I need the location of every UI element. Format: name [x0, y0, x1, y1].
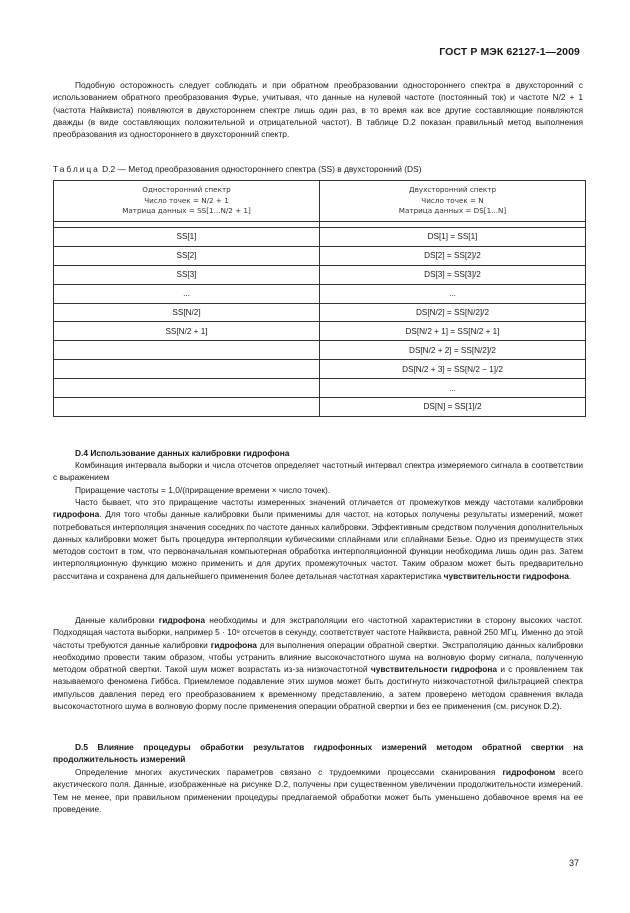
head-right-line: Двухсторонний спектр	[408, 185, 497, 195]
d4-paragraph-2	[53, 496, 583, 582]
ds-cell: ...	[320, 284, 586, 303]
ds-cell: DS[N/2 + 2] = SS[N/2]/2	[320, 341, 586, 360]
d4-p3-text: необходимы и для экстраполяции его частотной характеристики в сторону высоких частот. Подходящая частота выборки, например 5 · 10⁸ отсчетов в секунду, соответствует частоте Найквиста, равной 250 МГц. Именно до этой частоты требуются данные калибровки	[53, 615, 583, 650]
section-d5-heading	[53, 741, 583, 766]
conversion-table	[53, 180, 586, 417]
head-left-line: Матрица данных = SS[1...N/2 + 1]	[122, 206, 251, 216]
ss-cell	[54, 379, 320, 398]
table-row	[54, 322, 586, 341]
table-row	[54, 379, 586, 398]
d5-paragraph	[53, 766, 583, 815]
table-caption-label: Таблица	[53, 164, 100, 174]
ss-cell: SS[3]	[54, 265, 320, 284]
d4-p2-bold: чувствительности гидрофона	[443, 570, 569, 581]
ss-cell: SS[1]	[54, 228, 320, 247]
d4-formula: Приращение частоты = 1,0/(приращение времени × число точек).	[75, 485, 331, 495]
table-caption-text: D.2 — Метод преобразования одностороннего спектра (SS) в двухсторонний (DS)	[102, 164, 422, 174]
d4-p3-text: для выполнения операции обратной свертки. Экстраполяцию данных калибровки необходимо провести таким образом, чтобы устранить влияние высокочастотного шума на волновую форму сигнала, полученную методом обратной свертки. Такой шум может возрастать из-за низкочастотной	[53, 639, 583, 675]
table-row	[54, 265, 586, 284]
d4-p2-text: Часто бывает, что это приращение частоты измеренных значений отличается от промежутков между частотами калибровки	[75, 497, 583, 507]
standard-header: ГОСТ Р МЭК 62127-1—2009	[439, 46, 580, 58]
table-row	[54, 228, 586, 247]
ds-cell: DS[3] = SS[3]/2	[320, 265, 586, 284]
d5-bold: гидрофоном	[502, 767, 556, 777]
ds-cell: DS[N] = SS[1]/2	[320, 398, 586, 417]
d4-p3-bold: чувствительности гидрофона	[370, 664, 498, 675]
ds-cell: DS[1] = SS[1]	[320, 228, 586, 247]
table-head-left	[54, 181, 320, 222]
ds-cell: ...	[320, 379, 586, 398]
ds-cell: DS[N/2] = SS[N/2]/2	[320, 303, 586, 322]
d4-p2-text: . Для того чтобы данные калибровки были применимы для частот, на которых получены результаты измерений, может потребоваться интерполяция значения соседних по частоте данных калибровки. Эффективным средством получения дополнительных данных калибровки может быть процедура интерполяции кубическими сплайнами или сплайнами Безье. Одно из преимуществ этих методов состоит в том, что первоначальная компьютерная обработка интерполяционной функции необходима лишь один раз. Затем интерполяционную функцию можно применить и для других промежуточных частот. Таким образом может быть предварительно рассчитана и сохранена для дальнейшего применения более детальная частотная характеристика	[53, 509, 583, 581]
table-row	[54, 360, 586, 379]
page-number: 37	[568, 858, 579, 868]
ss-cell: SS[N/2 + 1]	[54, 322, 320, 341]
table-row	[54, 246, 586, 265]
ss-cell	[54, 360, 320, 379]
intro-paragraph: Подобную осторожность следует соблюдать и при обратном преобразовании одностороннего спектра в двухсторонний с использованием обратного преобразования Фурье, учитывая, что данные на нулевой частоте (постоянный ток) и частоте N/2 + 1 (частота Найквиста) появляются в двухстороннем спектре лишь один раз, в то время как все другие составляющие появляются дважды (в виде составляющих положительной и отрицательной частот). В таблице D.2 показан правильный метод выполнения преобразования из одностороннего в двухсторонний спектр.	[53, 80, 583, 140]
ss-cell: ...	[54, 284, 320, 303]
head-left-line: Односторонний спектр	[142, 185, 231, 195]
d4-paragraph-3	[53, 614, 583, 712]
d5-text: всего акустического поля. Данные, изображенные на рисунке D.2, получены при существенном увеличении продолжительности измерений. Тем не менее, при правильном применении процедуры предлагаемой обработки может быть уменьшено добавочное время на ее проведение.	[53, 767, 583, 814]
table-row	[54, 303, 586, 322]
section-d4-heading	[53, 447, 583, 459]
d4-p2-bold: гидрофона	[53, 509, 100, 520]
d4-heading-text: D.4 Использование данных калибровки гидрофона	[75, 448, 290, 458]
head-left-line: Число точек = N/2 + 1	[144, 195, 229, 205]
d4-p2-text: .	[568, 570, 572, 581]
table-header-row	[54, 181, 586, 222]
ss-cell: SS[2]	[54, 246, 320, 265]
ds-cell: DS[2] = SS[2]/2	[320, 246, 586, 265]
table-row	[54, 398, 586, 417]
table-caption	[53, 163, 593, 175]
ss-cell	[54, 398, 320, 417]
table-row	[54, 284, 586, 303]
head-right-line: Число точек = N	[421, 195, 484, 205]
d4-p3-text: Данные калибровки	[75, 615, 159, 625]
d4-p3-text: и с проявлением так называемого феномена Гиббса. Приемлемое подавление этих шумов может быть достигнуто низкочастотной фильтрацией спектра импульсов давления перед его преобразованием к временному представлению, а затем проверено методом сравнения вклада высокочастотного шума в волновую форму после применения операции обратной свертки и без ее применения (см. рисунок D.2).	[53, 664, 583, 712]
d4-p3-bold: гидрофона	[210, 639, 257, 650]
ds-cell: DS[N/2 + 1] = SS[N/2 + 1]	[320, 322, 586, 341]
d4-p3-bold: гидрофона	[158, 615, 205, 625]
ss-cell	[54, 341, 320, 360]
table-row	[54, 341, 586, 360]
d4-paragraph-1: Комбинация интервала выборки и числа отсчетов определяет частотный интервал спектра измеряемого сигнала в соответствии с выражением	[53, 460, 583, 483]
table-head-right	[320, 181, 586, 222]
ds-cell: DS[N/2 + 3] = SS[N/2 − 1]/2	[320, 360, 586, 379]
d5-text: Определение многих акустических параметров связано с трудоемкими процессами сканирования	[75, 767, 503, 777]
head-right-line: Матрица данных = DS[1...N]	[398, 206, 507, 216]
ss-cell: SS[N/2]	[54, 303, 320, 322]
d5-heading-text: D.5 Влияние процедуры обработки результатов гидрофонных измерений методом обратной свертки на продолжительность измерений	[53, 742, 583, 765]
